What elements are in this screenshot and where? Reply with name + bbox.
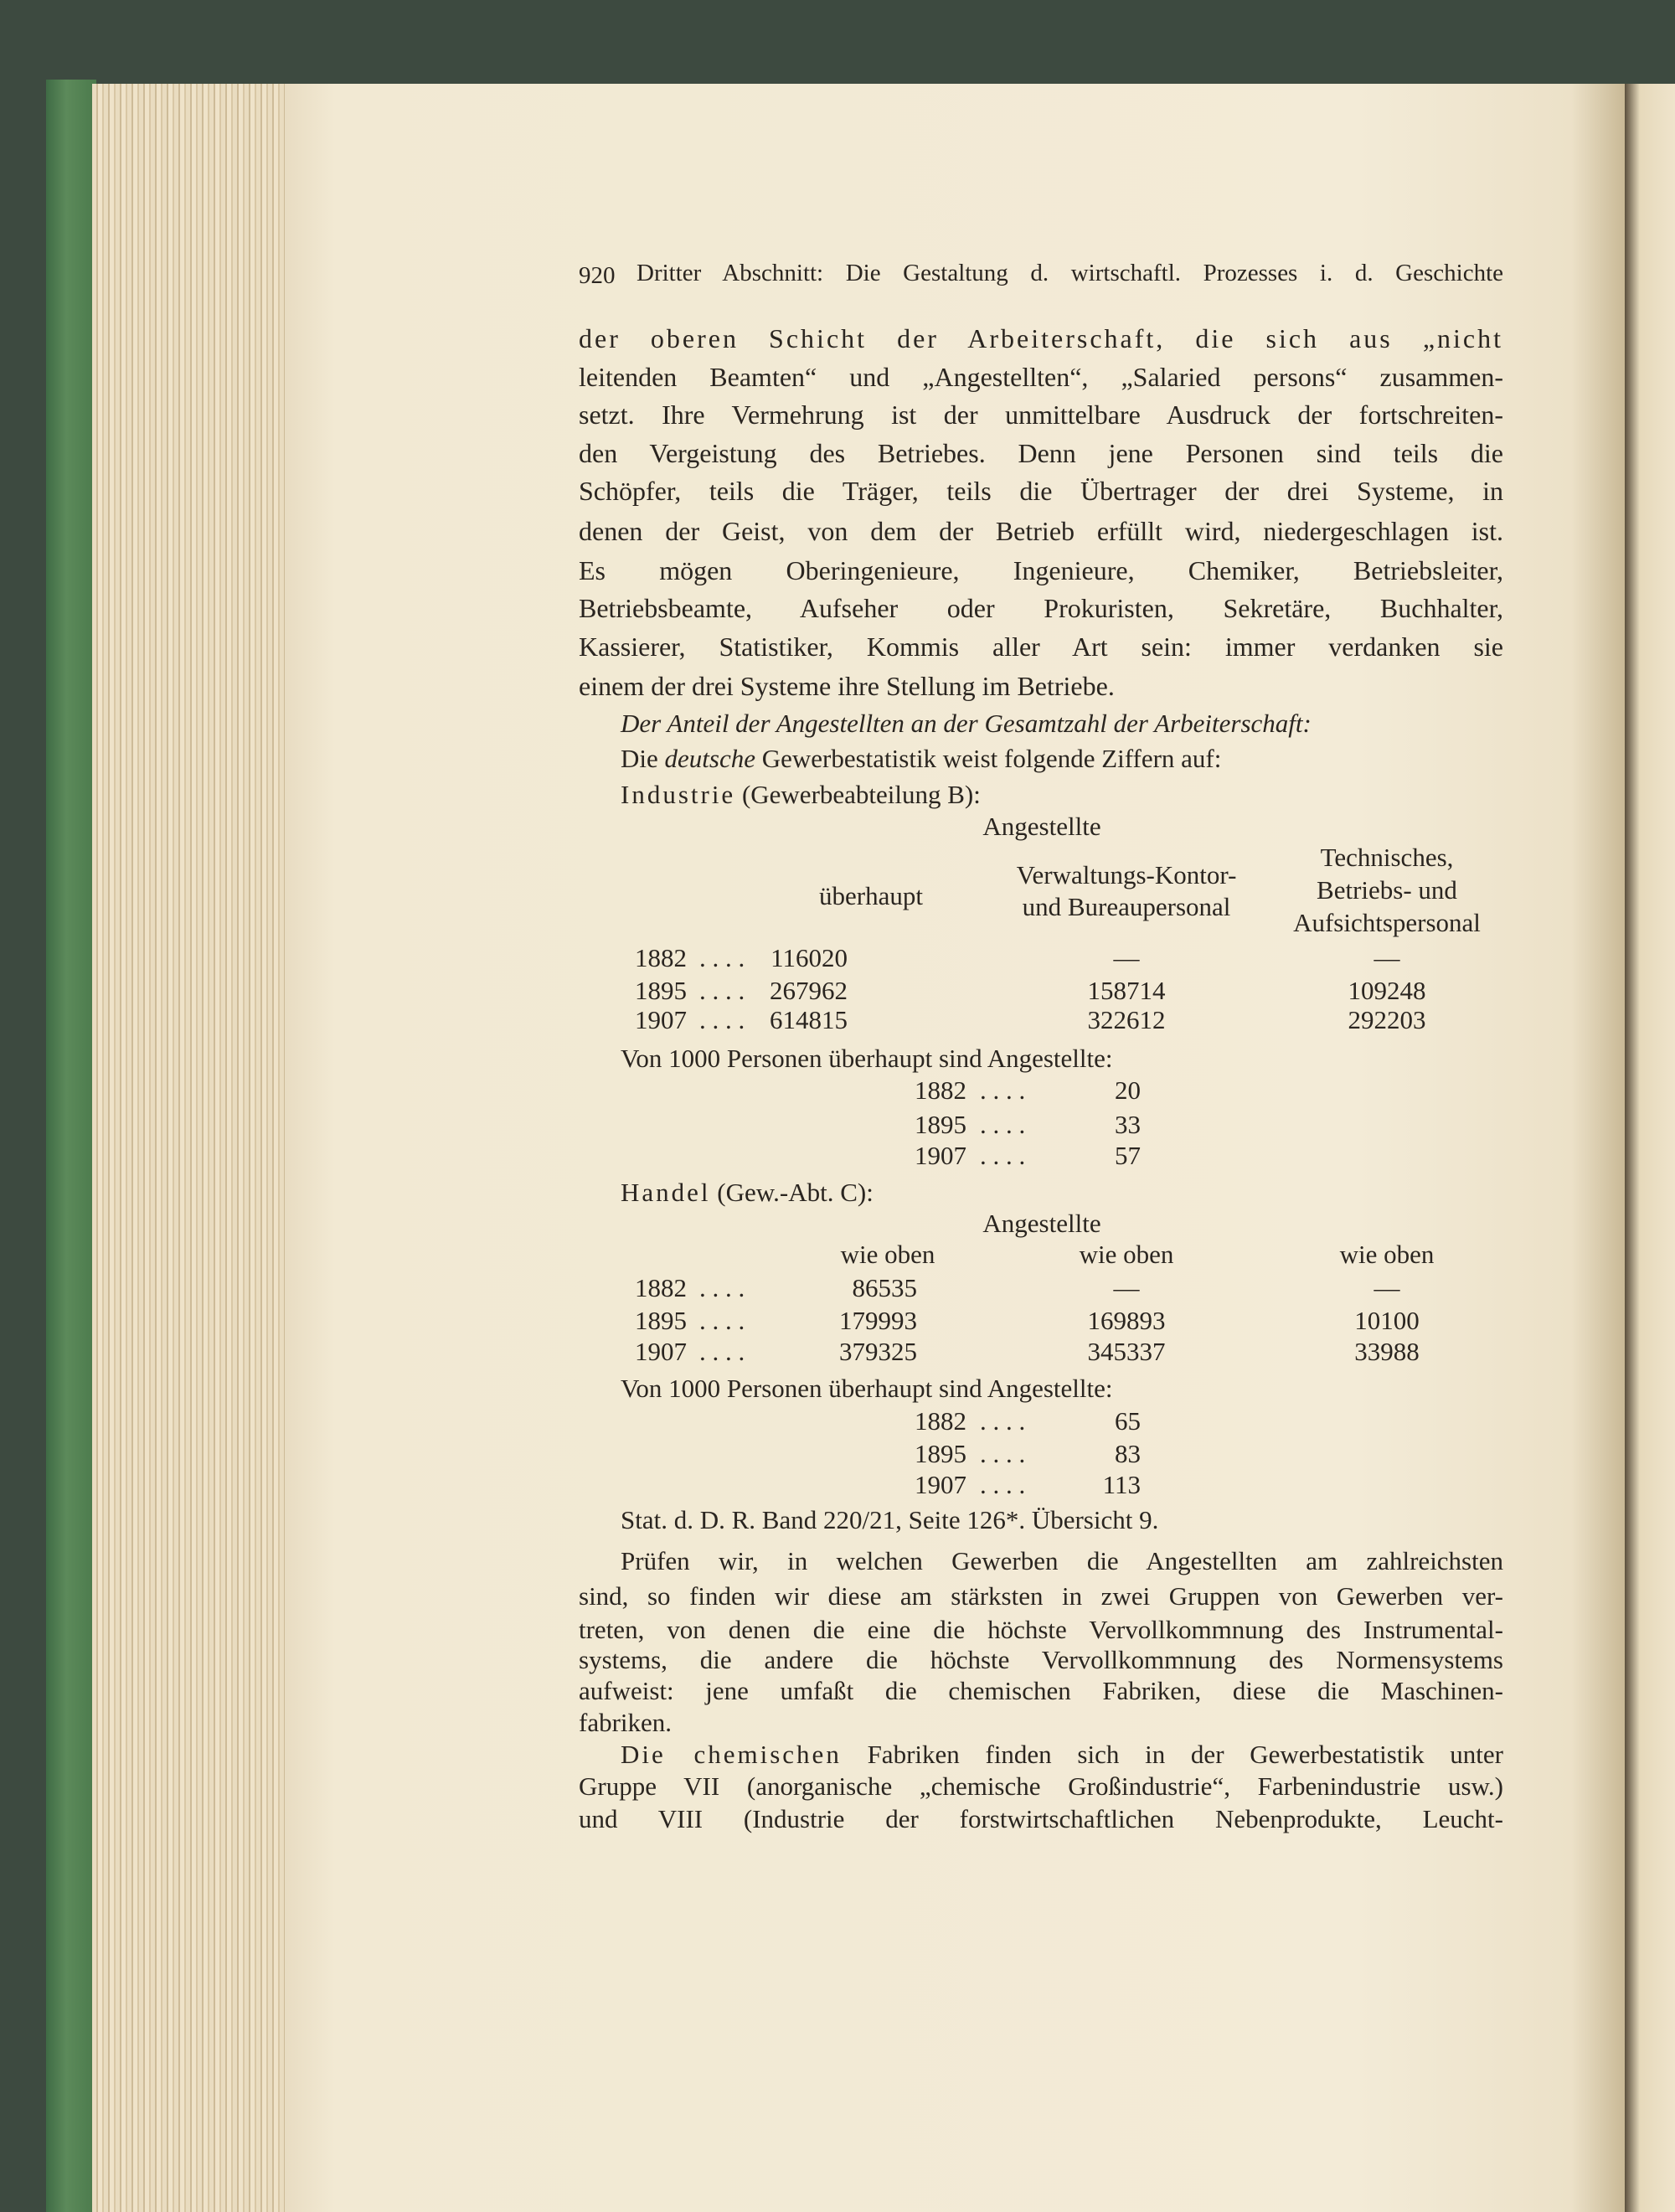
source-note: Stat. d. D. R. Band 220/21, Seite 126*. Übersicht 9. bbox=[621, 1505, 1159, 1534]
total-value: 267962 bbox=[770, 976, 848, 1005]
section-heading: Der Anteil der Angestellten an der Gesamtzahl der Arbeiterschaft: bbox=[621, 709, 1312, 738]
tech-value: — bbox=[1374, 1273, 1400, 1302]
text-line: Kassierer, Statistiker, Kommis aller Art sein: immer verdanken sie bbox=[579, 632, 1503, 662]
leader-dots: . . . . bbox=[699, 1306, 745, 1335]
tech-value: 33988 bbox=[1354, 1337, 1420, 1366]
year: 1895 bbox=[915, 1439, 966, 1468]
page-number: 920 bbox=[579, 262, 616, 289]
text-line: systems, die andere die höchste Vervollkommnung des Normensystems bbox=[579, 1645, 1503, 1674]
leader-dots: . . . . bbox=[699, 1273, 745, 1302]
year: 1907 bbox=[635, 1337, 687, 1366]
text-line: und VIII (Industrie der forstwirtschaftlichen Nebenprodukte, Leucht- bbox=[579, 1804, 1503, 1833]
leader-dots: . . . . bbox=[699, 943, 745, 972]
leader-dots: . . . . bbox=[980, 1141, 1026, 1170]
text-line: denen der Geist, von dem der Betrieb erfüllt wird, niedergeschlagen ist. bbox=[579, 516, 1503, 546]
tech-value: 109248 bbox=[1348, 976, 1426, 1005]
total-value: 614815 bbox=[770, 1005, 848, 1034]
per1000-value: 113 bbox=[1102, 1470, 1141, 1499]
line-rest: Fabriken finden sich in der Gewerbestatistik unter bbox=[867, 1740, 1504, 1769]
per1000-value: 83 bbox=[1115, 1439, 1141, 1468]
text-line: Es mögen Oberingenieure, Ingenieure, Chemiker, Betriebsleiter, bbox=[579, 555, 1503, 585]
per1000-label: Von 1000 Personen überhaupt sind Angestellte: bbox=[621, 1374, 1113, 1403]
leader-dots: . . . . bbox=[980, 1439, 1026, 1468]
per1000-value: 33 bbox=[1115, 1110, 1141, 1139]
year: 1907 bbox=[915, 1470, 966, 1499]
text-line: Gruppe VII (anorganische „chemische Großindustrie“, Farbenindustrie usw.) bbox=[579, 1771, 1503, 1801]
per1000-label: Von 1000 Personen überhaupt sind Angestellte: bbox=[621, 1044, 1113, 1073]
facing-page-edge bbox=[1625, 84, 1675, 2212]
book-cover-cloth bbox=[46, 80, 96, 2212]
group-header: Angestellte bbox=[982, 812, 1101, 841]
running-title: Dritter Abschnitt: Die Gestaltung d. wirtschaftl. Prozesses i. d. Geschichte bbox=[636, 260, 1503, 286]
group-header: Angestellte bbox=[982, 1209, 1101, 1238]
year: 1895 bbox=[635, 976, 687, 1005]
intro-suffix: Gewerbestatistik weist folgende Ziffern auf: bbox=[761, 744, 1222, 773]
admin-value: 345337 bbox=[1087, 1337, 1166, 1366]
total-value: 86535 bbox=[852, 1273, 917, 1302]
tech-value: 292203 bbox=[1348, 1005, 1426, 1034]
year: 1895 bbox=[635, 1306, 687, 1335]
leader-dots: . . . . bbox=[980, 1110, 1026, 1139]
admin-value: — bbox=[1113, 943, 1140, 972]
year: 1907 bbox=[915, 1141, 966, 1170]
col-header-admin: und Bureaupersonal bbox=[1022, 892, 1231, 921]
table-label-spaced: Industrie bbox=[621, 780, 736, 809]
admin-value: 322612 bbox=[1087, 1005, 1166, 1034]
year: 1882 bbox=[635, 1273, 687, 1302]
table-label-rest: (Gewerbeabteilung B): bbox=[741, 780, 981, 809]
admin-value: 169893 bbox=[1087, 1306, 1166, 1335]
col-header-tech: wie oben bbox=[1339, 1240, 1435, 1269]
text-line: fabriken. bbox=[579, 1708, 673, 1737]
leader-dots: . . . . bbox=[699, 1337, 745, 1366]
year: 1882 bbox=[915, 1406, 966, 1436]
text-line: Betriebsbeamte, Aufseher oder Prokuristen, Sekretäre, Buchhalter, bbox=[579, 593, 1503, 623]
col-header-tech: Technisches, bbox=[1320, 843, 1454, 872]
text-line: Schöpfer, teils die Träger, teils die Übertrager der drei Systeme, in bbox=[579, 476, 1503, 506]
year: 1907 bbox=[635, 1005, 687, 1034]
text-line: setzt. Ihre Vermehrung ist der unmittelbare Ausdruck der fortschreiten- bbox=[579, 400, 1503, 430]
per1000-value: 20 bbox=[1115, 1075, 1141, 1105]
text-line: treten, von denen die eine die höchste Vervollkommnung des Instrumental- bbox=[579, 1615, 1503, 1644]
year: 1882 bbox=[915, 1075, 966, 1105]
leader-dots: . . . . bbox=[980, 1075, 1026, 1105]
col-header-admin: Verwaltungs-Kontor- bbox=[1016, 860, 1237, 889]
table-label bbox=[621, 1173, 874, 1212]
intro-italic: deutsche bbox=[664, 744, 755, 773]
text-line: Prüfen wir, in welchen Gewerben die Angestellten am zahlreichsten bbox=[621, 1546, 1503, 1575]
text-line: leitenden Beamten“ und „Angestellten“, „Salaried persons“ zusammen- bbox=[579, 362, 1503, 392]
text-line: aufweist: jene umfaßt die chemischen Fabriken, diese die Maschinen- bbox=[579, 1676, 1503, 1705]
col-header-admin: wie oben bbox=[1079, 1240, 1174, 1269]
text-line: der oberen Schicht der Arbeiterschaft, die sich aus „nicht bbox=[579, 323, 1503, 353]
leader-dots: . . . . bbox=[699, 976, 745, 1005]
page-edges bbox=[92, 84, 293, 2212]
tech-value: — bbox=[1374, 943, 1400, 972]
leader-dots: . . . . bbox=[980, 1470, 1026, 1499]
text-line: den Vergeistung des Betriebes. Denn jene Personen sind teils die bbox=[579, 438, 1503, 468]
tech-value: 10100 bbox=[1354, 1306, 1420, 1335]
year: 1882 bbox=[635, 943, 687, 972]
intro-line bbox=[621, 740, 1221, 778]
text-line: sind, so finden wir diese am stärksten in zwei Gruppen von Gewerben ver- bbox=[579, 1581, 1503, 1611]
col-header-tech: Aufsichtspersonal bbox=[1293, 908, 1481, 937]
per1000-value: 57 bbox=[1115, 1141, 1141, 1170]
per1000-value: 65 bbox=[1115, 1406, 1141, 1436]
table-label-rest: (Gew.-Abt. C): bbox=[717, 1178, 874, 1207]
year: 1895 bbox=[915, 1110, 966, 1139]
total-value: 379325 bbox=[839, 1337, 917, 1366]
total-value: 116020 bbox=[770, 943, 848, 972]
table-label bbox=[621, 776, 981, 814]
intro-prefix: Die bbox=[621, 744, 658, 773]
admin-value: — bbox=[1113, 1273, 1140, 1302]
leader-dots: . . . . bbox=[699, 1005, 745, 1034]
total-value: 179993 bbox=[839, 1306, 917, 1335]
text-line: einem der drei Systeme ihre Stellung im Betriebe. bbox=[579, 671, 1115, 701]
admin-value: 158714 bbox=[1087, 976, 1166, 1005]
spaced-term: Die chemischen bbox=[621, 1740, 842, 1769]
col-header-total: wie oben bbox=[840, 1240, 935, 1269]
leader-dots: . . . . bbox=[980, 1406, 1026, 1436]
col-header-total: überhaupt bbox=[819, 881, 923, 910]
col-header-tech: Betriebs- und bbox=[1317, 875, 1457, 905]
table-label-spaced: Handel bbox=[621, 1178, 711, 1207]
